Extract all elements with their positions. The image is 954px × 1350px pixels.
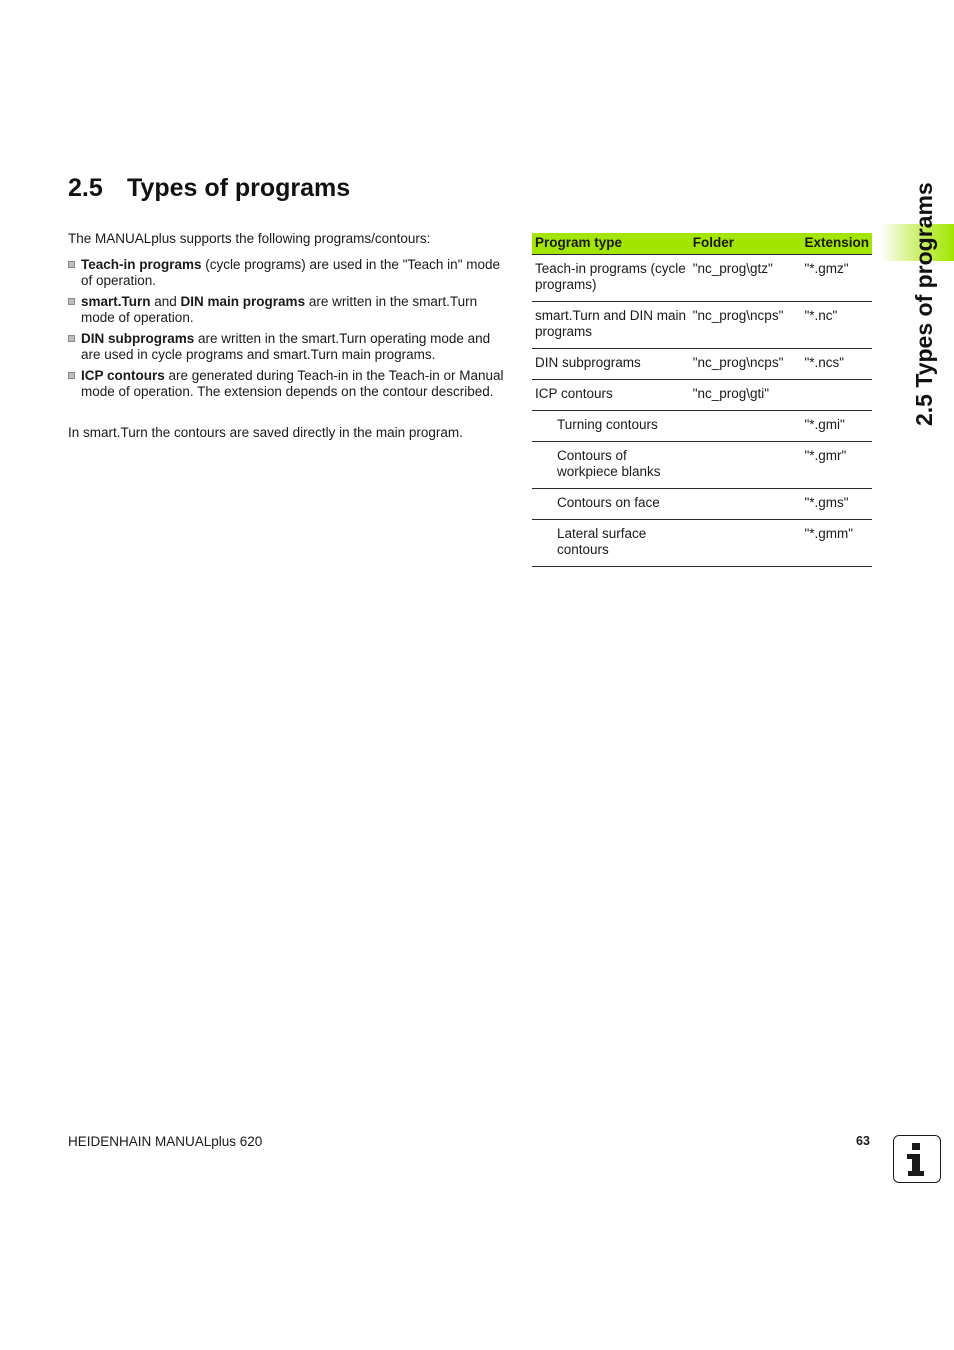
bullet-text: are written in the smart.Turn mode of operation.	[81, 294, 478, 325]
section-title: Types of programs	[127, 174, 351, 202]
bullet-text: are written in the smart.Turn operating mode and are used in cycle programs and smart.Turn main programs.	[81, 331, 491, 362]
cell-program-type: ICP contours	[532, 380, 690, 411]
cell-folder: "nc_prog\gtz"	[690, 255, 802, 302]
cell-program-type: Contours on face	[532, 489, 690, 520]
cell-folder: "nc_prog\ncps"	[690, 349, 802, 380]
cell-program-type: smart.Turn and DIN main programs	[532, 302, 690, 349]
cell-program-type: Lateral surface contours	[532, 520, 690, 567]
header-folder: Folder	[690, 233, 802, 255]
bullet-term: DIN subprograms	[81, 331, 195, 346]
cell-extension: "*.gmz"	[801, 255, 872, 302]
cell-program-type: Contours of workpiece blanks	[532, 442, 690, 489]
cell-extension: "*.gms"	[801, 489, 872, 520]
bullet-term: ICP contours	[81, 368, 165, 383]
bullet-text: (cycle programs) are used in the "Teach in" mode of operation.	[81, 257, 501, 288]
outro-text: In smart.Turn the contours are saved directly in the main program.	[68, 425, 463, 440]
bullet-term: smart.Turn	[81, 294, 151, 309]
table-row	[532, 442, 872, 489]
cell-extension: "*.gmm"	[801, 520, 872, 567]
bullet-term: Teach-in programs	[81, 257, 202, 272]
table-row	[532, 349, 872, 380]
cell-program-type: Teach-in programs (cycle programs)	[532, 255, 690, 302]
cell-folder	[690, 489, 802, 520]
cell-extension: "*.nc"	[801, 302, 872, 349]
cell-folder: "nc_prog\gti"	[690, 380, 802, 411]
cell-folder	[690, 520, 802, 567]
table-row	[532, 302, 872, 349]
square-bullet-icon	[68, 298, 75, 305]
table-row	[532, 380, 872, 411]
bullet-term: DIN main programs	[180, 294, 306, 309]
cell-folder	[690, 442, 802, 489]
list-item	[68, 368, 513, 400]
list-item	[68, 294, 513, 326]
square-bullet-icon	[68, 372, 75, 379]
list-item	[68, 257, 513, 289]
cell-folder: "nc_prog\ncps"	[690, 302, 802, 349]
table-row	[532, 255, 872, 302]
section-heading	[68, 174, 350, 203]
table-header-row	[532, 233, 872, 255]
cell-folder	[690, 411, 802, 442]
header-extension: Extension	[801, 233, 872, 255]
header-program-type: Program type	[532, 233, 690, 255]
footer-product: HEIDENHAIN MANUALplus 620	[68, 1134, 263, 1149]
page-number: 63	[856, 1134, 870, 1148]
side-section-title: 2.5 Types of programs	[911, 182, 937, 426]
cell-extension	[801, 380, 872, 411]
cell-extension: "*.gmr"	[801, 442, 872, 489]
program-types-table	[532, 233, 872, 567]
table-row	[532, 489, 872, 520]
section-number: 2.5	[68, 174, 103, 202]
table-row	[532, 411, 872, 442]
program-type-list	[68, 257, 513, 405]
bullet-text: and	[150, 294, 181, 309]
cell-extension: "*.ncs"	[801, 349, 872, 380]
intro-text: The MANUALplus supports the following programs/contours:	[68, 231, 431, 246]
table-row	[532, 520, 872, 567]
info-icon	[893, 1135, 941, 1183]
cell-program-type: Turning contours	[532, 411, 690, 442]
cell-extension: "*.gmi"	[801, 411, 872, 442]
square-bullet-icon	[68, 335, 75, 342]
bullet-text: are generated during Teach-in in the Teach-in or Manual mode of operation. The extension depends on the contour described.	[81, 368, 504, 399]
list-item	[68, 331, 513, 363]
cell-program-type: DIN subprograms	[532, 349, 690, 380]
square-bullet-icon	[68, 261, 75, 268]
